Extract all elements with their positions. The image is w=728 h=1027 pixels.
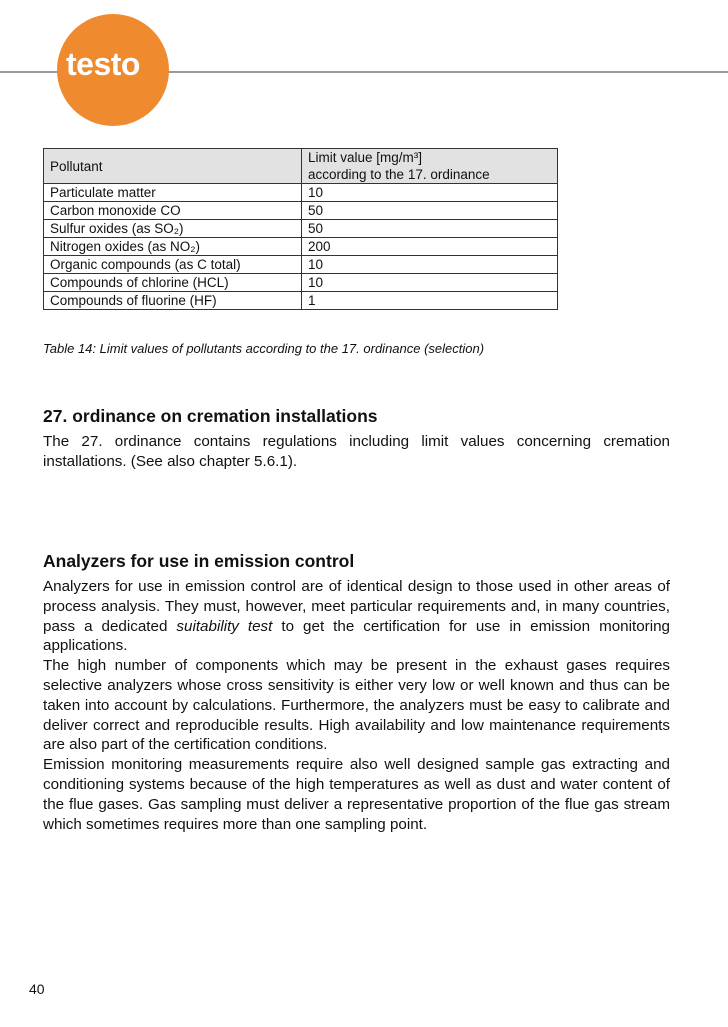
pollutant-cell: Organic compounds (as C total): [44, 256, 302, 274]
page-number: 40: [29, 981, 45, 997]
section-heading-cremation: 27. ordinance on cremation installations: [43, 406, 378, 426]
pollutant-cell: Nitrogen oxides (as NO₂): [44, 238, 302, 256]
table-row: [44, 184, 558, 202]
analyzers-paragraph-2: The high number of components which may be present in the exhaust gases requires selective analyzers whose cross sensitivity is either very low or well known and thus can be taken into account by calculations. Furthermore, the analyzers must be easy to calibrate and deliver correct and reproducible results. High availability and low maintenance requirements are also part of the certification conditions.: [43, 657, 670, 754]
header-limit-line2: according to the 17. ordinance: [308, 167, 490, 182]
header-pollutant: Pollutant: [44, 149, 302, 184]
analyzers-paragraph-1: [43, 577, 670, 656]
header-limit-line1: Limit value [mg/m³]: [308, 150, 423, 165]
analyzers-paragraph-3: Emission monitoring measurements require also well designed sample gas extracting and conditioning systems because of the high temperatures as well as dust and water content of the flue gases. Gas sampling must deliver a representative proportion of the flue gas stream which sometimes requires more than one sampling point.: [43, 756, 670, 833]
logo-text: testo: [66, 46, 140, 82]
limit-cell: 50: [302, 202, 558, 220]
table-row: [44, 256, 558, 274]
para1-text-end: to get the certification for use in emission monitoring applications.: [43, 617, 670, 655]
limit-cell: 1: [302, 292, 558, 310]
limit-cell: 10: [302, 274, 558, 292]
section-text-cremation: [43, 432, 670, 472]
pollutant-cell: Compounds of chlorine (HCL): [44, 274, 302, 292]
table-caption: Table 14: Limit values of pollutants according to the 17. ordinance (selection): [43, 341, 485, 356]
section-text-analyzers: [43, 577, 670, 834]
limit-cell: 50: [302, 220, 558, 238]
pollutant-limits-table: [43, 148, 558, 310]
suitability-test-emphasis: suitability test: [176, 617, 273, 635]
table-header-row: [44, 149, 558, 184]
table-row: [44, 238, 558, 256]
pollutant-cell: Compounds of fluorine (HF): [44, 292, 302, 310]
cremation-paragraph: The 27. ordinance contains regulations including limit values concerning cremation installations. (See also chapter 5.6.1).: [43, 433, 670, 470]
header-limit-value: [302, 149, 558, 184]
pollutant-cell: Carbon monoxide CO: [44, 202, 302, 220]
limit-cell: 10: [302, 256, 558, 274]
limit-cell: 10: [302, 184, 558, 202]
pollutant-cell: Sulfur oxides (as SO₂): [44, 220, 302, 238]
limit-cell: 200: [302, 238, 558, 256]
table-row: [44, 220, 558, 238]
table-row: [44, 202, 558, 220]
section-heading-analyzers: Analyzers for use in emission control: [43, 551, 355, 571]
table-row: [44, 292, 558, 310]
para1-text-start: Analyzers for use in emission control are of identical design to those used in other areas of process analysis. They must, however, meet particular requirements and, in many countries, pass a dedicated: [43, 578, 670, 635]
pollutant-cell: Particulate matter: [44, 184, 302, 202]
table-row: [44, 274, 558, 292]
